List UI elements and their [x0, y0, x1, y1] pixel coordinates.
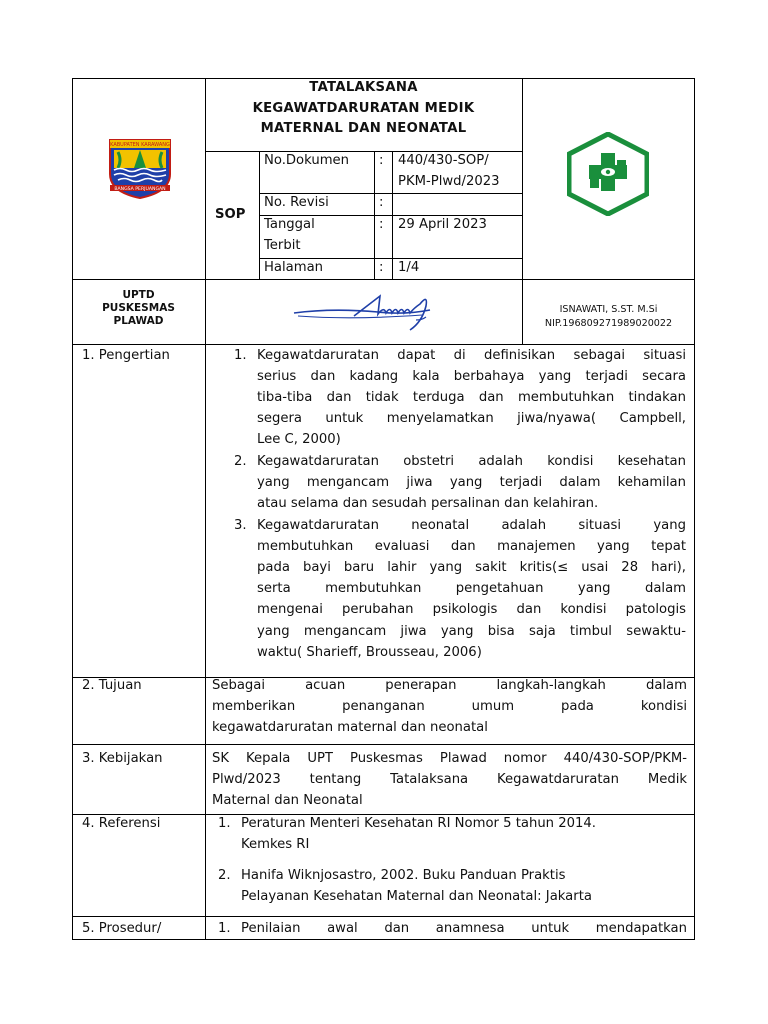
pengertian-item-3-line-1: Kegawatdaruratan neonatal adalah situasi yang — [257, 518, 686, 533]
kebijakan-line-1: SK Kepala UPT Puskesmas Plawad nomor 440/430-SOP/PKM- — [212, 751, 687, 766]
border-header-bottom — [72, 279, 695, 280]
pengertian-item-1-line-1: Kegawatdaruratan dapat di definisikan sebagai situasi — [257, 348, 686, 363]
kebijakan-line-2: Plwd/2023 tentang Tatalaksana Kegawatdaruratan Medik — [212, 772, 687, 787]
pengertian-item-1-line-4: segera untuk menyelamatkan jiwa/nyawa( Campbell, — [257, 411, 686, 426]
title-line-1: TATALAKSANA — [309, 80, 418, 95]
pengertian-item-3-line-5: mengenai perubahan psikologis dan kondisi patologis — [257, 602, 686, 617]
signer-name: ISNAWATI, S.ST. M.Si — [559, 304, 658, 315]
border-col-label — [205, 78, 206, 940]
pengertian-item-2-line-2: yang mengancam jiwa yang terjadi dalam kehamilan — [257, 475, 686, 490]
crest-bottom-text: BANGSA PERJUANGAN — [114, 187, 166, 192]
referensi-item-1-num: 1. — [218, 816, 231, 831]
meta-value-no-dokumen-1: 440/430-SOP/ — [398, 153, 489, 168]
referensi-item-1-line-1: Peraturan Menteri Kesehatan RI Nomor 5 tahun 2014. — [241, 816, 596, 831]
meta-col-value — [392, 151, 393, 280]
pengertian-item-3-line-3: pada bayi baru lahir yang sakit kritis(≤ usai 28 hari), — [257, 560, 686, 575]
tujuan-line-1: Sebagai acuan penerapan langkah-langkah dalam — [212, 678, 687, 693]
pengertian-item-1-num: 1. — [234, 348, 247, 363]
signer-nip: NIP.196809271989020022 — [544, 318, 673, 329]
kebijakan-line-3: Maternal dan Neonatal — [212, 793, 363, 808]
pengertian-item-2-line-1: Kegawatdaruratan obstetri adalah kondisi kesehatan — [257, 454, 686, 469]
org-line-3: PLAWAD — [113, 315, 164, 327]
referensi-item-2-num: 2. — [218, 868, 231, 883]
pengertian-item-1-line-3: tiba-tiba dan tidak terduga dan membutuhkan tindakan — [257, 390, 686, 405]
meta-label-no-revisi: No. Revisi — [264, 195, 329, 210]
border-left — [72, 78, 73, 940]
regency-crest-icon — [104, 138, 176, 200]
meta-value-tanggal: 29 April 2023 — [398, 217, 487, 232]
prosedur-item-1-num: 1. — [218, 921, 231, 936]
pengertian-item-3-line-2: membutuhkan evaluasi dan manajemen yang tepat — [257, 539, 686, 554]
meta-sep-3: : — [379, 217, 384, 232]
meta-col-sop — [259, 151, 260, 280]
pengertian-item-3-line-4: serta membutuhkan pengetahuan yang dalam — [257, 581, 686, 596]
border-tujuan-bottom — [72, 744, 695, 745]
meta-col-sep — [374, 151, 375, 280]
tujuan-line-3: kegawatdaruratan maternal dan neonatal — [212, 720, 488, 735]
section-label-pengertian: 1. Pengertian — [82, 348, 170, 363]
tujuan-line-2: memberikan penanganan umum pada kondisi — [212, 699, 687, 714]
title-line-2: KEGAWATDARURATAN MEDIK — [252, 100, 475, 116]
crest-top-text: KABUPATEN KARAWANG — [110, 142, 170, 149]
org-line-1: UPTD — [122, 289, 155, 301]
meta-label-terbit: Terbit — [264, 238, 301, 253]
title-line-3: MATERNAL DAN NEONATAL — [260, 121, 467, 136]
section-label-referensi: 4. Referensi — [82, 816, 161, 831]
referensi-item-2-line-2: Pelayanan Kesehatan Maternal dan Neonatal: Jakarta — [241, 889, 592, 904]
meta-value-halaman: 1/4 — [398, 260, 420, 275]
meta-value-no-dokumen-2: PKM-Plwd/2023 — [398, 174, 500, 189]
meta-sep-4: : — [379, 260, 384, 275]
puskesmas-green-cross-icon — [567, 132, 649, 216]
sop-label: SOP — [215, 207, 246, 222]
section-label-kebijakan: 3. Kebijakan — [82, 751, 163, 766]
border-bottom — [72, 939, 695, 940]
signature-icon — [292, 286, 442, 336]
meta-sep-1: : — [379, 153, 384, 168]
pengertian-item-2-line-3: atau selama dan sesudah persalinan dan kelahiran. — [257, 496, 599, 511]
pengertian-item-3-line-7: waktu( Sharieff, Brousseau, 2006) — [257, 645, 482, 660]
pengertian-item-3-line-6: yang mengancam jiwa yang bisa saja timbul sewaktu- — [257, 624, 686, 639]
section-label-prosedur: 5. Prosedur/ — [82, 921, 162, 936]
pengertian-item-3-num: 3. — [234, 518, 247, 533]
pengertian-item-2-num: 2. — [234, 454, 247, 469]
meta-label-tanggal: Tanggal — [264, 217, 315, 232]
prosedur-item-1-line-1: Penilaian awal dan anamnesa untuk mendapatkan — [241, 921, 687, 936]
meta-label-halaman: Halaman — [264, 260, 324, 275]
referensi-item-1-line-2: Kemkes RI — [241, 837, 310, 852]
meta-label-no-dokumen: No.Dokumen — [264, 153, 350, 168]
section-label-tujuan: 2. Tujuan — [82, 678, 142, 693]
org-name — [72, 289, 205, 328]
border-referensi-bottom — [72, 916, 695, 917]
sop-document — [72, 78, 695, 940]
border-right — [694, 78, 695, 940]
meta-sep-2: : — [379, 195, 384, 210]
referensi-item-2-line-1: Hanifa Wiknjosastro, 2002. Buku Panduan Praktis — [241, 868, 566, 883]
document-title — [206, 78, 521, 140]
org-line-2: PUSKESMAS — [102, 302, 175, 314]
pengertian-item-1-line-5: Lee C, 2000) — [257, 432, 341, 447]
pengertian-item-1-line-2: serius dan kadang kala berbahaya yang terjadi secara — [257, 369, 686, 384]
